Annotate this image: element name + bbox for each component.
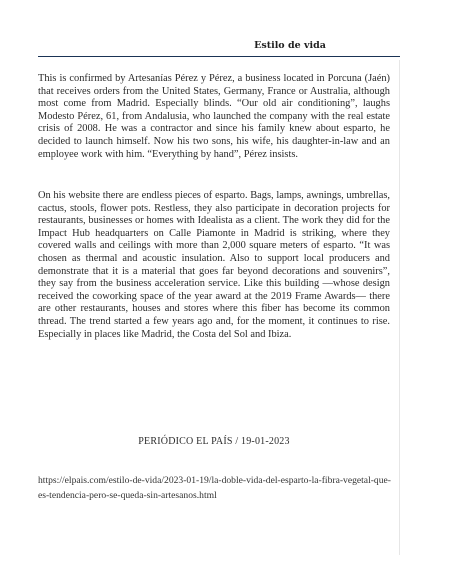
source-url[interactable]: https://elpais.com/estilo-de-vida/2023-01-19/la-doble-vida-del-esparto-la-fibra-vegetal-que-es-tendencia-pero-se-queda-sin-artesanos.html: [38, 475, 391, 501]
article-paragraph-1: This is confirmed by Artesanías Pérez y Pérez, a business located in Porcuna (Jaén) that receives orders from the United States, Germany, France or Australia, although most come from Madrid. Especially blinds. “Our old air conditioning”, laughs Modesto Pérez, 61, from Andalusia, who launched the company with the real estate crisis of 2008. He was a contractor and since his family knew about esparto, he decided to launch himself. Now his two sons, his wife, his daughter-in-law and an employee work with him. “Everything by hand”, Pérez insists.: [38, 73, 390, 160]
article-paragraph-2: On his website there are endless pieces of esparto. Bags, lamps, awnings, umbrellas, cactus, stools, flower pots. Restless, they also participate in decoration projects for restaurants, businesses or homes with Idealista as a client. The work they did for the Impact Hub headquarters on Calle Piamonte in Madrid is striking, where they covered walls and ceilings with more than 2,000 square meters of esparto. “It was chosen as thermal and acoustic insulation. Also to support local producers and demonstrate that it is a material that goes far beyond decorations and souvenirs”, they say from the business acceleration service. Like this building —whose design received the coworking space of the year award at the 2019 Frame Awards— there are other restaurants, houses and stores where this fiber has become its common thread. The trend started a few years ago and, for the moment, it continues to rise. Especially in places like Madrid, the Costa del Sol and Ibiza.: [38, 190, 390, 340]
header-rule: [38, 56, 400, 57]
section-label: Estilo de vida: [254, 40, 326, 51]
source-credit: PERIÓDICO EL PAÍS / 19-01-2023: [138, 436, 290, 447]
column-divider: [399, 60, 400, 555]
